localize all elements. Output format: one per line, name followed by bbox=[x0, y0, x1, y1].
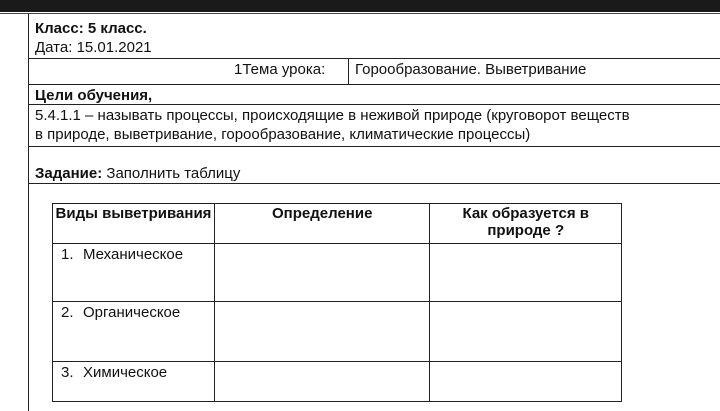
class-line bbox=[35, 20, 147, 38]
table-row bbox=[53, 362, 622, 402]
formation-cell[interactable] bbox=[430, 362, 622, 402]
definition-cell[interactable] bbox=[214, 302, 429, 362]
row-label: Механическое bbox=[83, 246, 184, 263]
definition-cell[interactable] bbox=[214, 362, 429, 402]
row-label: Органическое bbox=[83, 304, 181, 321]
weathering-table bbox=[52, 203, 622, 402]
table-row bbox=[53, 244, 622, 302]
date-value: 15.01.2021 bbox=[76, 39, 152, 56]
topic-value: Горообразование. Выветривание bbox=[355, 61, 587, 78]
top-dark-bar bbox=[0, 0, 720, 12]
divider-5 bbox=[28, 183, 720, 184]
task-text: Заполнить таблицу bbox=[106, 165, 241, 182]
header-formation: Как образуется в природе ? bbox=[430, 204, 622, 244]
table-row bbox=[53, 302, 622, 362]
form-left-border bbox=[28, 14, 29, 411]
row-label-cell bbox=[53, 302, 215, 362]
task-label: Задание: bbox=[35, 165, 103, 182]
formation-cell[interactable] bbox=[430, 244, 622, 302]
divider-3 bbox=[28, 104, 720, 105]
class-value: 5 класс. bbox=[87, 20, 147, 37]
date-label: Дата: bbox=[35, 39, 73, 56]
definition-cell[interactable] bbox=[214, 244, 429, 302]
task-line bbox=[35, 165, 240, 183]
formation-cell[interactable] bbox=[430, 302, 622, 362]
divider-2 bbox=[28, 84, 720, 85]
topic-divider bbox=[348, 58, 349, 84]
class-label: Класс: bbox=[35, 20, 84, 37]
row-label-cell bbox=[53, 362, 215, 402]
header-types: Виды выветривания bbox=[53, 204, 215, 244]
row-label: Химическое bbox=[83, 364, 168, 381]
topic-label: 1Тема урока: bbox=[234, 61, 326, 78]
row-label-cell bbox=[53, 244, 215, 302]
objectives-title: Цели обучения, bbox=[35, 87, 153, 104]
top-border-line bbox=[0, 13, 720, 14]
header-definition: Определение bbox=[214, 204, 429, 244]
divider-4 bbox=[28, 146, 720, 147]
table-header-row bbox=[53, 204, 622, 244]
objectives-line-2: в природе, выветривание, горообразование, климатические процессы) bbox=[35, 126, 531, 143]
objectives-line-1: 5.4.1.1 – называть процессы, происходящие в неживой природе (круговорот веществ bbox=[35, 107, 630, 124]
divider-1 bbox=[28, 58, 720, 59]
row-number: 1. bbox=[61, 246, 74, 263]
date-line bbox=[35, 39, 152, 57]
row-number: 2. bbox=[61, 304, 74, 321]
row-number: 3. bbox=[61, 364, 74, 381]
